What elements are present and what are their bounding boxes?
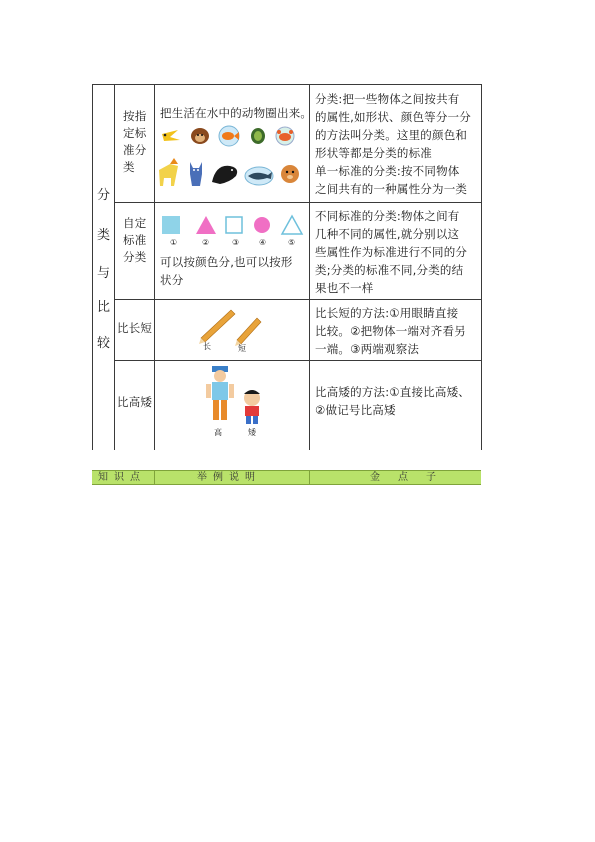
children-illustration [202,364,272,436]
turtle-icon [251,128,265,144]
fish-icon [219,126,239,146]
header-knowledge-point: 知识点 [98,472,146,483]
shape-number: ③ [232,238,240,247]
header-example: 举例说明 [197,472,261,483]
row-label-line: 准分 [123,143,147,157]
bird-icon [162,130,180,141]
row-label-line: 标准 [123,233,147,247]
shape-number: ⑤ [288,238,296,247]
shape-number: ① [170,238,178,247]
row-label-line: 分类 [123,250,147,264]
item-label: 高 [214,428,223,437]
shape-number: ② [202,238,210,247]
example-caption: 可以按颜色分,也可以按形 [160,255,293,269]
short-child-icon [244,390,260,424]
horse-icon [159,158,178,186]
square-shape-1 [162,216,180,234]
animal-illustrations [156,124,308,200]
row-label: 比高矮 [117,395,153,409]
seal-icon [212,166,237,184]
item-label: 矮 [248,428,257,437]
row-label-line: 定标 [123,126,147,140]
item-label: 短 [238,344,247,353]
long-pencil-icon [199,310,235,344]
square-shape-2 [226,217,242,233]
pencils-illustration [197,306,277,346]
item-label: 长 [203,342,212,351]
circle-shape-pink [254,217,270,233]
crab-icon [276,127,294,145]
short-pencil-icon [235,318,261,346]
shark-icon [245,167,273,185]
triangle-shape-outline [282,216,302,234]
shape-number: ④ [259,238,267,247]
dog-icon [281,165,299,183]
triangle-shape-pink [196,216,216,234]
header-tips: 金点子 [370,472,454,483]
row-label-line: 自定 [123,216,147,230]
column-header-bar [92,470,481,485]
tall-child-icon [206,366,234,420]
knowledge-table: 分 类 与 比 较 按指 定标 准分 类 把生活在水中的动物圈出来。 分类:把一些物体之间按共有 的属性,如形状、颜色等分一分 的方法叫分类。这里的颜色和 形状等都是分类的标准 单一标准的分类:按不同物体 之间共有的一种属性分为一类 自定 标准 分类 ① ② ③ ④ ⑤ 可以按颜色分,也可以按形 状分 不同标准的分类:物体之间有 几种不同的属性,就分别以这 些属性作为标准进行不同的分 类;分类的标准不同,分类的结 果也不一样 比长短 长 短 比长短的方法:①用眼睛直接 比较。②把物体一端对齐看另 一端。③两端观察法 比高矮 高 矮 比高矮的方法:①直接比高矮、 ②做记号比高矮 [92,84,482,450]
example-caption: 状分 [160,273,184,287]
row-label: 比长短 [117,321,153,335]
example-instruction: 把生活在水中的动物圈出来。 [160,106,313,120]
cat-icon [190,162,202,186]
row-label-line: 类 [123,160,135,174]
monkey-icon [191,128,209,144]
row-label-line: 按指 [123,109,147,123]
